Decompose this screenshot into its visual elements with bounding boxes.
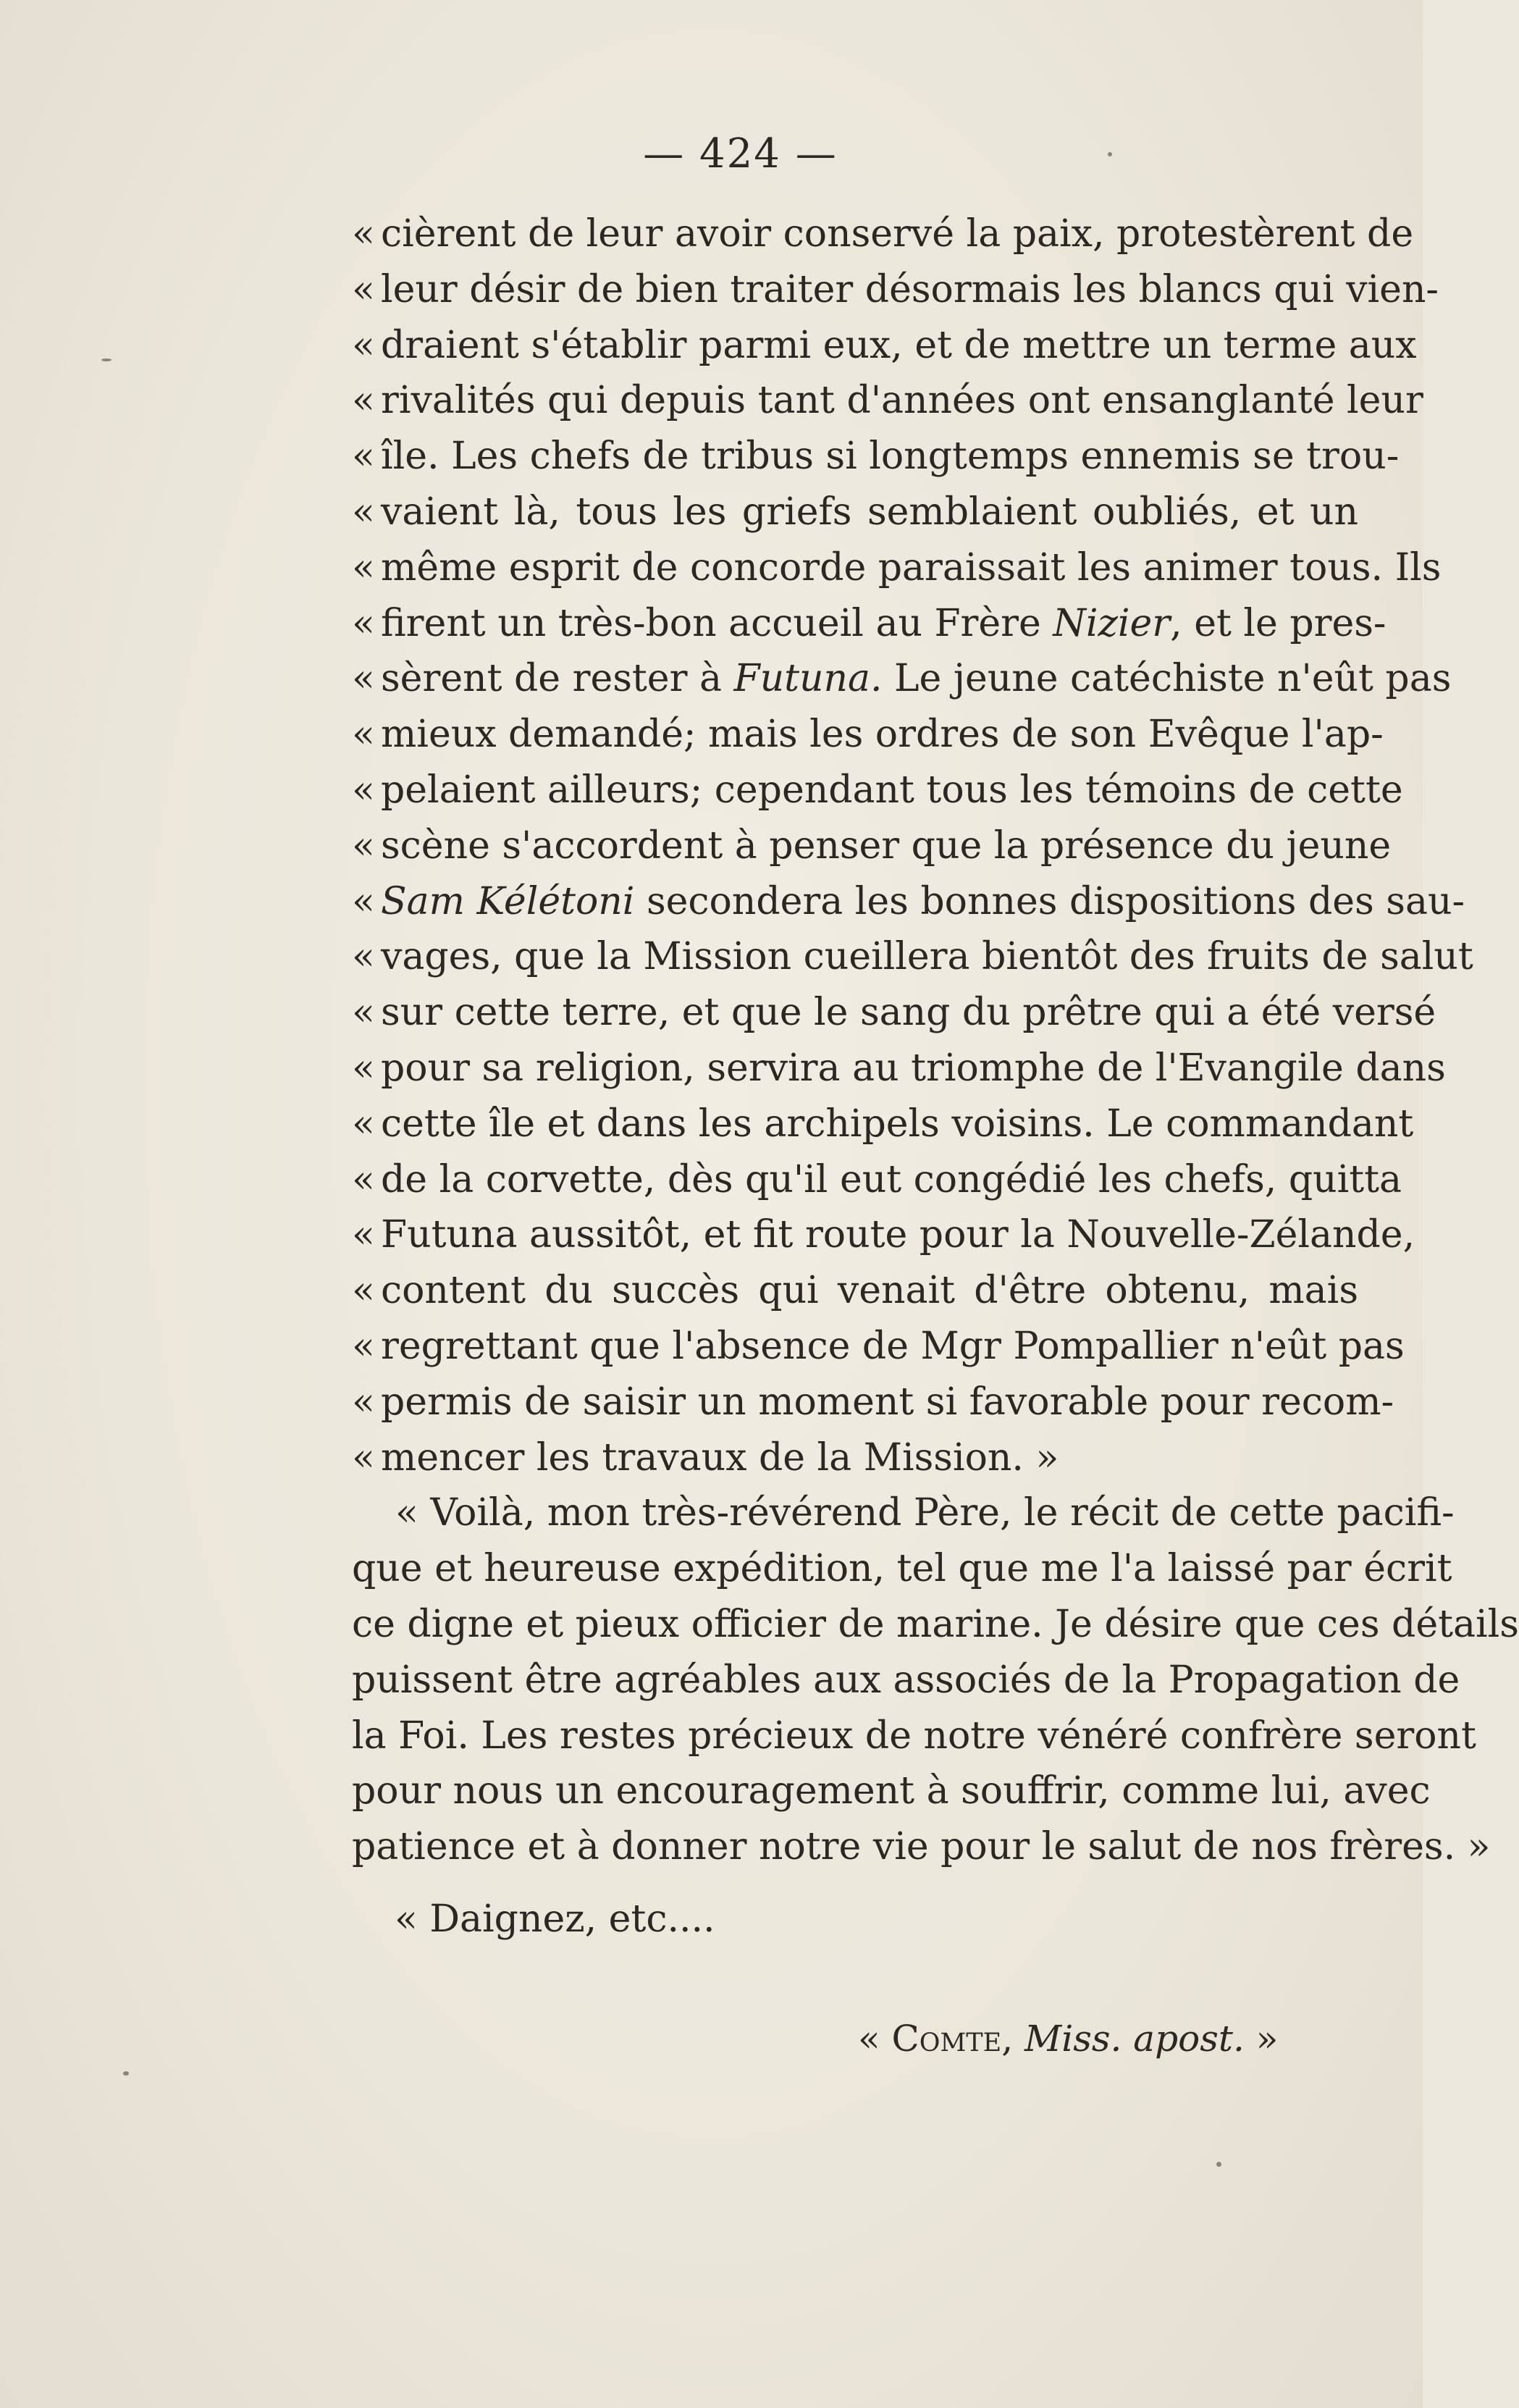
paper-speck: [123, 2071, 129, 2076]
text-line: ce digne et pieux officier de marine. Je désire que ces détails: [352, 1602, 1519, 1646]
text-line: « permis de saisir un moment si favorable pour recom-: [352, 1380, 1394, 1424]
text-line: « Voilà, mon très-révérend Père, le récit de cette pacifi-: [395, 1491, 1455, 1535]
text-line: « de la corvette, dès qu'il eut congédié les chefs, quitta: [352, 1157, 1402, 1201]
signature-name: Comte: [891, 2018, 1002, 2060]
text-line: « pelaient ailleurs; cependant tous les témoins de cette: [352, 768, 1403, 812]
signature-close-quote: »: [1255, 2018, 1279, 2060]
text-line: « île. Les chefs de tribus si longtemps ennemis se trou-: [352, 435, 1400, 479]
text-line: « même esprit de concorde paraissait les animer tous. Ils: [352, 545, 1442, 590]
paper-speck: [1216, 2162, 1221, 2167]
text-line: « scène s'accordent à penser que la présence du jeune: [352, 823, 1392, 868]
text-line: « mieux demandé; mais les ordres de son Evêque l'ap-: [352, 713, 1384, 757]
text-line: « firent un très-bon accueil au Frère Nizier, et le pres-: [352, 601, 1387, 645]
body-text: [352, 206, 1519, 1875]
text-line: « rivalités qui depuis tant d'années ont ensanglanté leur: [352, 379, 1423, 423]
signature-title: Miss. apost.: [1024, 2018, 1245, 2060]
signature: [858, 2018, 1278, 2060]
text-line: patience et à donner notre vie pour le salut de nos frères. »: [352, 1825, 1491, 1869]
text-line: « vaient là, tous les griefs semblaient oubliés, et un: [352, 490, 1358, 534]
text-line: « leur désir de bien traiter désormais les blancs qui vien-: [352, 267, 1439, 311]
text-line: la Foi. Les restes précieux de notre vénéré confrère seront: [352, 1713, 1476, 1758]
text-line: « vages, que la Mission cueillera bientôt des fruits de salut: [352, 935, 1473, 979]
page-number: — 424 —: [643, 130, 838, 177]
closing-formula: « Daignez, etc....: [395, 1897, 715, 1941]
paper-speck: [101, 358, 111, 361]
text-line: « draient s'établir parmi eux, et de mettre un terme aux: [352, 323, 1417, 367]
text-line: « pour sa religion, servira au triomphe de l'Evangile dans: [352, 1046, 1446, 1090]
text-line: puissent être agréables aux associés de la Propagation de: [352, 1658, 1460, 1702]
text-line: « mencer les travaux de la Mission. »: [352, 1435, 1059, 1480]
text-line: « Futuna aussitôt, et fit route pour la Nouvelle-Zélande,: [352, 1213, 1415, 1257]
signature-open-quote: «: [858, 2018, 880, 2060]
text-line: « regrettant que l'absence de Mgr Pompallier n'eût pas: [352, 1324, 1405, 1368]
signature-separator: ,: [1001, 2018, 1014, 2060]
text-line: pour nous un encouragement à souffrir, comme lui, avec: [352, 1769, 1431, 1813]
text-line: « cièrent de leur avoir conservé la paix, protestèrent de: [352, 212, 1414, 256]
text-line: « cette île et dans les archipels voisins. Le commandant: [352, 1102, 1414, 1146]
text-line: « sèrent de rester à Futuna. Le jeune catéchiste n'eût pas: [352, 657, 1452, 701]
text-line: « Sam Kélétoni secondera les bonnes dispositions des sau-: [352, 879, 1465, 923]
paper-speck: [1108, 152, 1112, 156]
text-line: « sur cette terre, et que le sang du prêtre qui a été versé: [352, 991, 1436, 1035]
text-line: que et heureuse expédition, tel que me l'a laissé par écrit: [352, 1547, 1452, 1591]
text-line: « content du succès qui venait d'être obtenu, mais: [352, 1269, 1358, 1313]
